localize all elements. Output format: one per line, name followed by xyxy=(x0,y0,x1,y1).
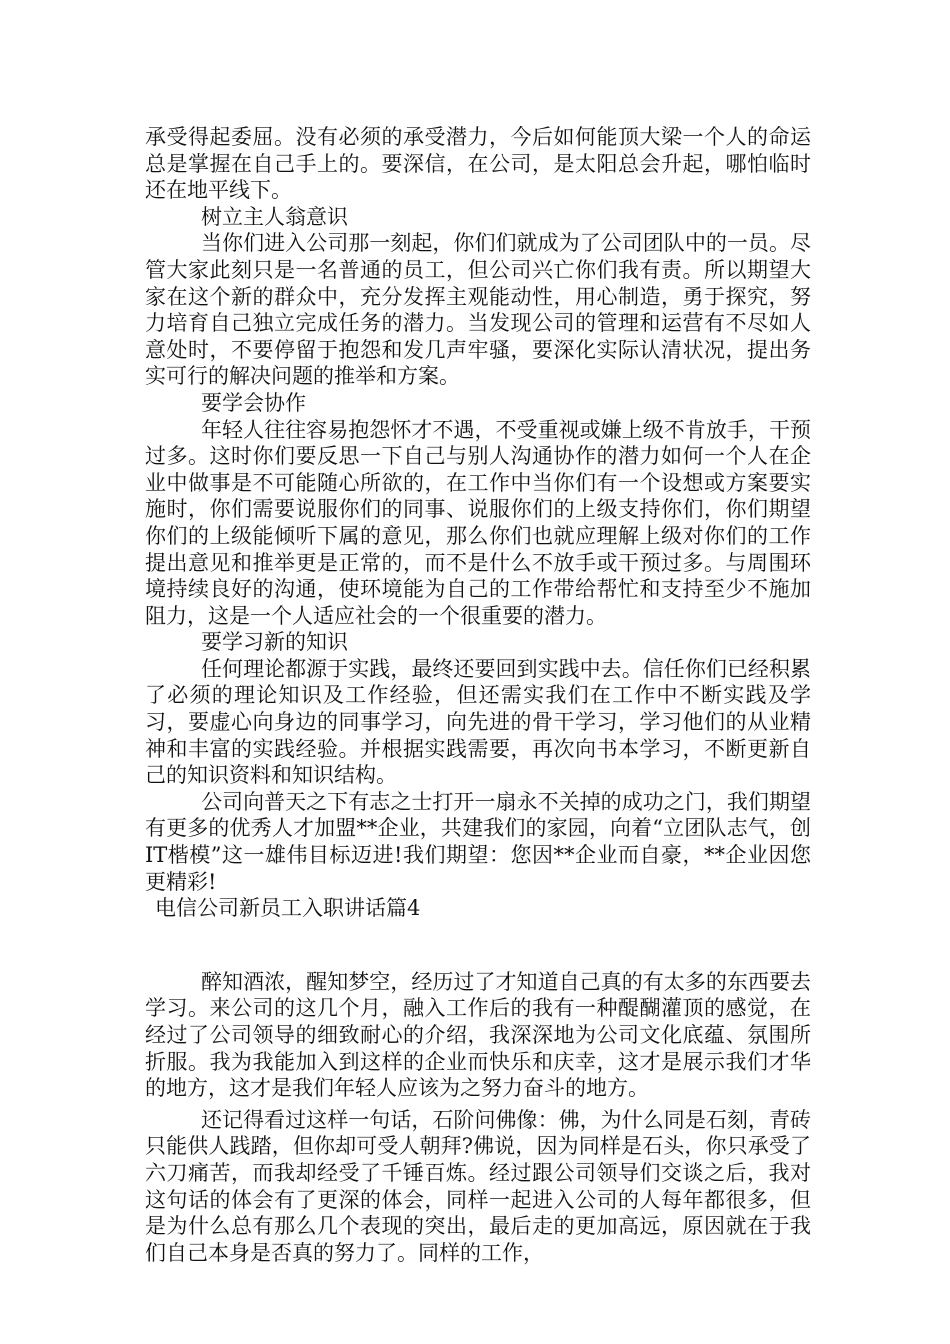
paragraph-learning: 任何理论都源于实践，最终还要回到实践中去。信任你们已经积累了必须的理论知识及工作经验，但还需实我们在工作中不断实践及学习，要虚心向身边的同事学习，向先进的骨干学习，学习他们的从业精神和丰富的实践经验。并根据实践需要，再次向书本学习，不断更新自己的知识资料和知识结构。 xyxy=(145,656,811,788)
section-title: 电信公司新员工入职讲话篇4 xyxy=(155,896,421,921)
paragraph-cooperation: 年轻人往往容易抱怨怀才不遇，不受重视或嫌上级不肯放手，干预过多。这时你们要反思一下自己与别人沟通协作的潜力如何一个人在企业中做事是不可能随心所欲的，在工作中当你们有一个设想或方案要实施时，你们需要说服你们的同事、说服你们的上级支持你们，你们期望你们的上级能倾听下属的意见，那么你们也就应理解上级对你们的工作提出意见和推举更是正常的，而不是什么不放手或干预过多。与周围环境持续良好的沟通，使环境能为自己的工作带给帮忙和支持至少不施加阻力，这是一个人适应社会的一个很重要的潜力。 xyxy=(145,417,811,628)
spacer xyxy=(145,922,811,969)
paragraph-ownership: 当你们进入公司那一刻起，你们们就成为了公司团队中的一员。尽管大家此刻只是一名普通的员工，但公司兴亡你们我有责。所以期望大家在这个新的群众中，充分发挥主观能动性，用心制造，勇于探究，努力培育自己独立完成任务的潜力。当发现公司的管理和运营有不尽如人意处时，不要停留于抱怨和发几声牢骚，要深化实际认清状况，提出务实可行的解决问题的推举和方案。 xyxy=(145,231,811,389)
paragraph-buddha-story: 还记得看过这样一句话，石阶问佛像：佛，为什么同是石刻，青砖只能供人践踏，但你却可受人朝拜?佛说，因为同样是石头，你只承受了六刀痛苦，而我却经受了千锤百炼。经过跟公司领导们交谈之后，我对这句话的体会有了更深的体会，同样一起进入公司的人每年都很多，但是为什么总有那么几个表现的突出，最后走的更加高远，原因就在于我们自己本身是否真的努力了。同样的工作， xyxy=(145,1107,811,1265)
heading-learning: 要学习新的知识 xyxy=(201,630,348,655)
paragraph-closing: 公司向普天之下有志之士打开一扇永不关掉的成功之门，我们期望有更多的优秀人才加盟**企业，共建我们的家园，向着“立团队志气，创IT楷模”这一雄伟目标迈进!我们期望：您因**企业而自豪，**企业因您更精彩! xyxy=(145,789,811,894)
paragraph-intro: 醉知酒浓，醒知梦空，经历过了才知道自己真的有太多的东西要去学习。来公司的这几个月，融入工作后的我有一种醍醐灌顶的感觉，在经过了公司领导的细致耐心的介绍，我深深地为公司文化底蕴、氛围所折服。我为我能加入到这样的企业而快乐和庆幸，这才是展示我们才华的地方，这才是我们年轻人应该为之努力奋斗的地方。 xyxy=(145,969,811,1101)
heading-ownership: 树立主人翁意识 xyxy=(201,204,348,229)
paragraph-endurance: 承受得起委屈。没有必须的承受潜力，今后如何能顶大梁一个人的命运总是掌握在自己手上的。要深信，在公司，是太阳总会升起，哪怕临时还在地平线下。 xyxy=(145,125,811,203)
heading-cooperation: 要学会协作 xyxy=(201,390,306,415)
document-page xyxy=(145,124,811,1266)
